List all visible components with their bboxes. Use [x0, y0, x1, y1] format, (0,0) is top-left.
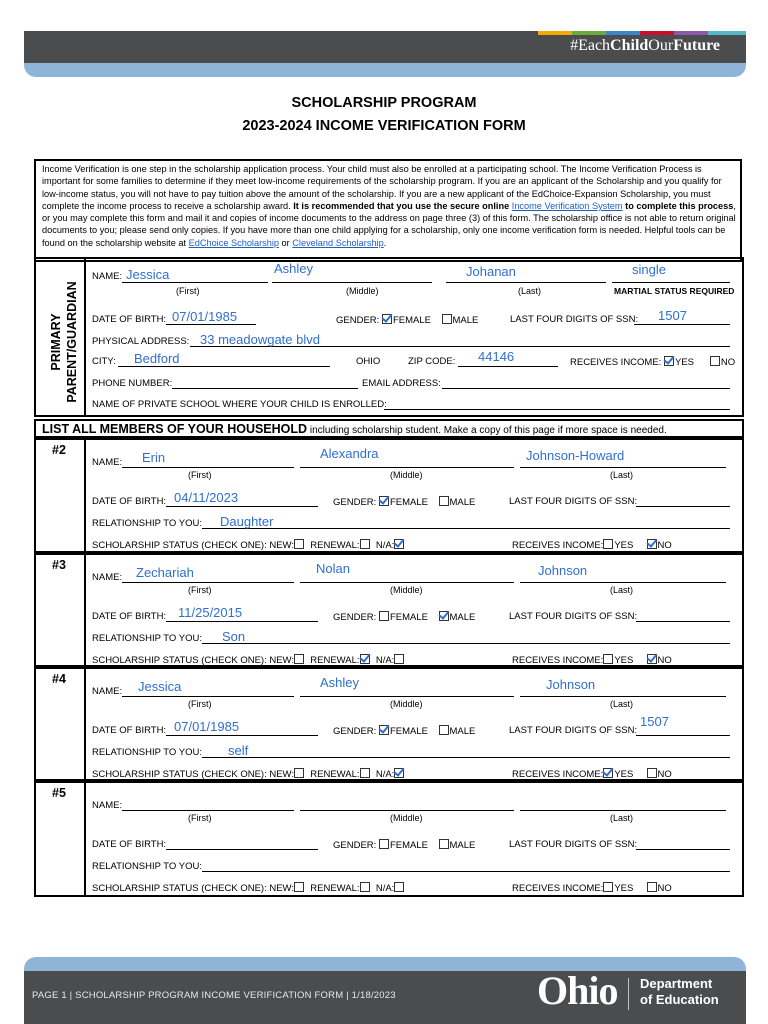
household-heading: LIST ALL MEMBERS OF YOUR HOUSEHOLD including scholarship student. Make a copy of this page if more space is needed.	[34, 419, 744, 438]
hashtag-logo: #EachChildOurFuture	[570, 37, 720, 54]
member-dob[interactable]: 07/01/1985	[174, 719, 240, 734]
member-status-na[interactable]	[394, 539, 404, 549]
member-dob[interactable]: 04/11/2023	[174, 490, 239, 505]
member-dob[interactable]: 11/25/2015	[178, 605, 243, 620]
member-last-name[interactable]: Johnson-Howard	[526, 448, 625, 463]
income-verification-link[interactable]: Income Verification System	[511, 200, 623, 211]
member-ssn[interactable]: 1507	[640, 714, 669, 729]
color-stripe	[674, 31, 708, 35]
primary-side-label: PRIMARY PARENT/GUARDIAN	[49, 281, 79, 403]
member-first-name[interactable]: Erin	[142, 450, 166, 465]
member-income-yes[interactable]	[603, 539, 613, 549]
member-income-no[interactable]	[647, 882, 657, 892]
member-status-na[interactable]	[394, 768, 404, 778]
member-female-checkbox[interactable]	[379, 839, 389, 849]
primary-middle-name[interactable]: Ashley	[274, 261, 314, 276]
member-relationship[interactable]: Son	[222, 629, 246, 644]
member-male-checkbox[interactable]	[439, 611, 449, 621]
member-status-na[interactable]	[394, 882, 404, 892]
color-stripe	[640, 31, 674, 35]
member-number: #4	[52, 672, 66, 686]
member-number: #3	[52, 558, 66, 572]
footer-page-info: PAGE 1 | SCHOLARSHIP PROGRAM INCOME VERIFICATION FORM | 1/18/2023	[32, 990, 396, 1001]
ohio-logo: Ohio	[537, 968, 618, 1013]
primary-last-name[interactable]: Johanan	[466, 264, 516, 279]
intro-paragraph: Income Verification is one step in the scholarship application process. Your child must also be enrolled at a participating school. The Income Verification Process is important for some families to determine if they meet low-income requirements of the scholarship program. If you are an applicant of the Scholarship and you qualify for low-income status, you will not have to pay tuition above the amount of the scholarship. If you are a new applicant of the EdChoice-Expansion Scholarship, you must complete the income process to receive a scholarship award. It is recommended that you use the secure online Income Verification System to complete this process, or you may complete this form and mail it and copies of income documents to the address on page three (3) of this form. The scholarship office is not able to return original documents to you; please send only copies. If you have more than one child applying for a scholarship, only one income verification form is needed. Helpful tools can be found on the scholarship website at EdChoice Scholarship or Cleveland Scholarship.	[34, 159, 742, 262]
member-status-na[interactable]	[394, 654, 404, 664]
primary-income-no[interactable]	[710, 356, 720, 366]
member-income-no[interactable]	[647, 768, 657, 778]
member-middle-name[interactable]: Ashley	[320, 675, 360, 690]
form-title-line2: 2023-2024 INCOME VERIFICATION FORM	[242, 118, 526, 134]
department-of-education-logo: Department of Education	[640, 976, 719, 1007]
color-stripe	[606, 31, 640, 35]
primary-male-checkbox[interactable]	[442, 314, 452, 324]
member-last-name[interactable]: Johnson	[546, 677, 596, 692]
header-accent-band	[24, 63, 746, 77]
color-stripe	[572, 31, 606, 35]
member-status-new[interactable]	[294, 768, 304, 778]
member-income-yes[interactable]	[603, 882, 613, 892]
member-male-checkbox[interactable]	[439, 496, 449, 506]
member-last-name[interactable]: Johnson	[538, 563, 588, 578]
member-number: #2	[52, 443, 66, 457]
member-status-renewal[interactable]	[360, 882, 370, 892]
primary-address[interactable]: 33 meadowgate blvd	[200, 332, 320, 347]
header-bar	[24, 31, 746, 63]
member-female-checkbox[interactable]	[379, 496, 389, 506]
member-relationship[interactable]: self	[228, 743, 249, 758]
member-first-name[interactable]: Jessica	[138, 679, 182, 694]
member-female-checkbox[interactable]	[379, 611, 389, 621]
member-number: #5	[52, 786, 66, 800]
primary-dob[interactable]: 07/01/1985	[172, 309, 238, 324]
member-income-yes[interactable]	[603, 768, 613, 778]
cleveland-link[interactable]: Cleveland Scholarship	[292, 237, 384, 248]
member-male-checkbox[interactable]	[439, 839, 449, 849]
member-middle-name[interactable]: Nolan	[316, 561, 350, 576]
edchoice-link[interactable]: EdChoice Scholarship	[188, 237, 279, 248]
form-title-line1: SCHOLARSHIP PROGRAM	[291, 95, 477, 111]
color-stripe	[708, 31, 746, 35]
member-income-no[interactable]	[647, 654, 657, 664]
member-status-renewal[interactable]	[360, 654, 370, 664]
primary-ssn[interactable]: 1507	[658, 308, 687, 323]
member-relationship[interactable]: Daughter	[220, 514, 274, 529]
member-status-new[interactable]	[294, 654, 304, 664]
member-middle-name[interactable]: Alexandra	[320, 446, 379, 461]
member-status-renewal[interactable]	[360, 539, 370, 549]
member-status-new[interactable]	[294, 539, 304, 549]
primary-first-name[interactable]: Jessica	[126, 267, 170, 282]
footer-accent-band	[24, 957, 746, 971]
member-female-checkbox[interactable]	[379, 725, 389, 735]
color-stripe	[538, 31, 572, 35]
member-status-renewal[interactable]	[360, 768, 370, 778]
primary-marital-status[interactable]: single	[632, 262, 666, 277]
primary-city[interactable]: Bedford	[134, 351, 180, 366]
primary-female-checkbox[interactable]	[382, 314, 392, 324]
member-income-yes[interactable]	[603, 654, 613, 664]
member-status-new[interactable]	[294, 882, 304, 892]
member-income-no[interactable]	[647, 539, 657, 549]
primary-zip[interactable]: 44146	[478, 349, 515, 364]
member-first-name[interactable]: Zechariah	[136, 565, 194, 580]
primary-income-yes[interactable]	[664, 356, 674, 366]
member-male-checkbox[interactable]	[439, 725, 449, 735]
